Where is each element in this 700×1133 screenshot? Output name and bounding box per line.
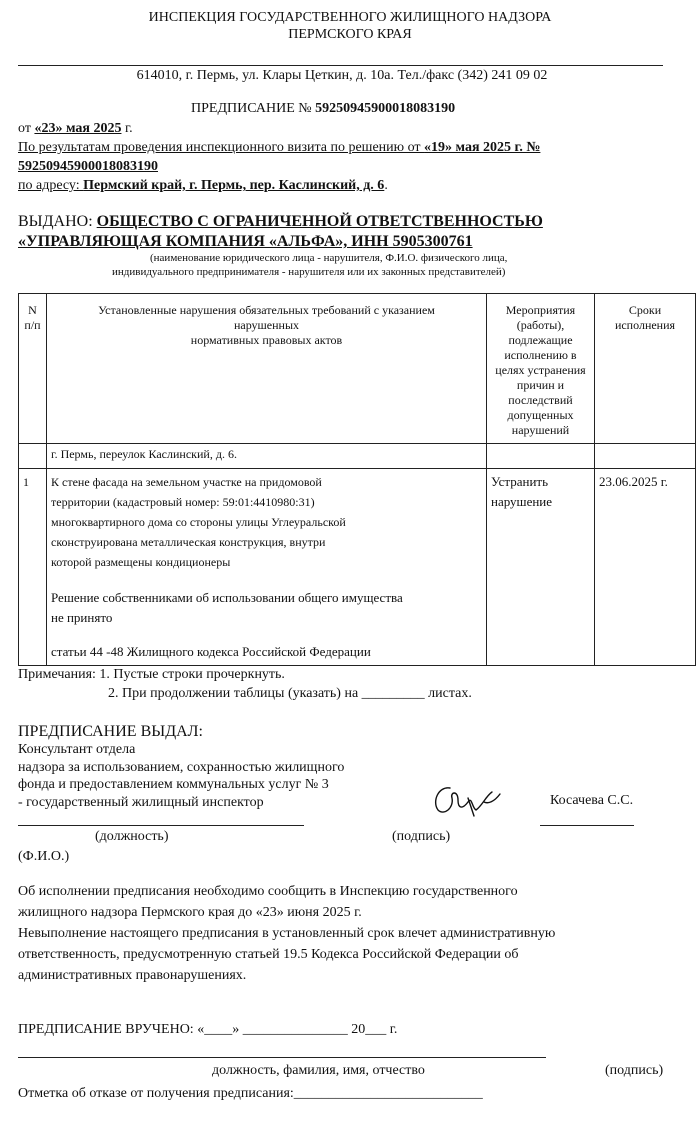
table-header-row [19, 294, 696, 444]
issued-note-line2: индивидуального предпринимателя - нарушителя или их законных представителей) [112, 266, 506, 278]
violations-table [18, 293, 696, 666]
warning-line3: административных правонарушениях. [18, 968, 247, 983]
caption-signature: (подпись) [392, 829, 451, 844]
order-number: 59250945900018083190 [315, 101, 456, 116]
issuer-position-line: фонда и предоставлением коммунальных услуг № 3 [18, 777, 329, 792]
notes-line1: Примечания: 1. Пустые строки прочеркнуть. [18, 667, 285, 682]
address-row-num [19, 444, 47, 469]
order-basis [18, 140, 540, 156]
order-address-label: по адресу: [18, 178, 84, 193]
report-line1: Об исполнении предписания необходимо сообщить в Инспекцию государственного [18, 884, 518, 899]
order-basis-date: «19» мая 2025 г. № [424, 140, 541, 155]
name-line [540, 825, 634, 826]
table-row [19, 469, 696, 666]
report-line2: жилищного надзора Пермского края до «23» июня 2025 г. [18, 905, 362, 920]
address-row-text: г. Пермь, переулок Каслинский, д. 6. [47, 444, 487, 469]
warning-line1: Невыполнение настоящего предписания в установленный срок влечет административную [18, 926, 556, 941]
header-divider [18, 65, 663, 66]
header-num: N п/п [19, 294, 47, 444]
decision-line: не принято [51, 610, 113, 625]
header-violation: Установленные нарушения обязательных требований с указанием нарушенных нормативных правовых актов [47, 294, 487, 444]
issuer-position-line: Консультант отдела [18, 742, 136, 757]
order-title [191, 101, 455, 117]
org-name-line1: ИНСПЕКЦИЯ ГОСУДАРСТВЕННОГО ЖИЛИЩНОГО НАДЗОРА [148, 10, 552, 25]
address-row-deadline [595, 444, 696, 469]
order-date-suffix: г. [121, 121, 133, 136]
row-num: 1 [19, 469, 47, 666]
signature-icon [428, 780, 508, 824]
order-title-prefix: ПРЕДПИСАНИЕ № [191, 101, 316, 116]
notes-line2: 2. При продолжении таблицы (указать) на _________ листах. [108, 686, 472, 701]
order-date [18, 121, 133, 137]
violation-line: К стене фасада на земельном участке на придомовой [51, 475, 322, 489]
caption-fio: (Ф.И.О.) [18, 849, 70, 864]
warning-line2: ответственность, предусмотренную статьей 19.5 Кодекса Российской Федерации об [18, 947, 519, 962]
issued-to [18, 213, 543, 231]
issued-label: ВЫДАНО: [18, 213, 97, 230]
org-name-line2: ПЕРМСКОГО КРАЯ [288, 27, 412, 42]
address-row-measures [487, 444, 595, 469]
caption-delivered-signature: (подпись) [605, 1063, 664, 1078]
caption-person: должность, фамилия, имя, отчество [212, 1063, 425, 1078]
violation-line: многоквартирного дома со стороны улицы Углеуральской [51, 515, 346, 529]
issuer-heading: ПРЕДПИСАНИЕ ВЫДАЛ: [18, 723, 203, 740]
order-address-value: Пермский край, г. Пермь, пер. Каслинский, д. 6 [83, 178, 385, 193]
order-date-value: «23» мая 2025 [34, 121, 122, 136]
law-reference: статьи 44 -48 Жилищного кодекса Российской Федерации [51, 644, 371, 659]
order-basis-number: 59250945900018083190 [18, 159, 158, 174]
issuer-position-line: - государственный жилищный инспектор [18, 795, 264, 810]
order-date-prefix: от [18, 121, 35, 136]
header-measures: Мероприятия (работы), подлежащие исполнению в целях устранения причин и последствий допущенных нарушений [487, 294, 595, 444]
header-deadline: Сроки исполнения [595, 294, 696, 444]
org-address: 614010, г. Пермь, ул. Клары Цеткин, д. 10а. Тел./факс (342) 241 09 02 [136, 68, 548, 83]
caption-position: (должность) [95, 829, 169, 844]
issued-note-line1: (наименование юридического лица - нарушителя, Ф.И.О. физического лица, [150, 252, 508, 264]
order-basis-text: По результатам проведения инспекционного визита по решению от [18, 140, 425, 155]
position-line [18, 825, 304, 826]
row-deadline: 23.06.2025 г. [595, 469, 696, 666]
order-address [18, 178, 388, 194]
refusal-line: Отметка об отказе от получения предписания:___________________________ [18, 1086, 483, 1101]
table-address-row [19, 444, 696, 469]
order-address-end: . [384, 178, 388, 193]
delivered-signature-line [18, 1057, 546, 1058]
decision-line: Решение собственниками об использовании общего имущества [51, 590, 403, 605]
violation-line: сконструирована металлическая конструкция, внутри [51, 535, 326, 549]
delivered-line: ПРЕДПИСАНИЕ ВРУЧЕНО: «____» _______________ 20___ г. [18, 1022, 398, 1037]
row-violation [47, 469, 487, 666]
issuer-position-line: надзора за использованием, сохранностью жилищного [18, 760, 345, 775]
violation-line: территории (кадастровый номер: 59:01:4410980:31) [51, 495, 315, 509]
violation-line: которой размещены кондиционеры [51, 555, 231, 569]
issuer-name: Косачева С.С. [550, 793, 634, 808]
issued-org-line1: ОБЩЕСТВО С ОГРАНИЧЕННОЙ ОТВЕТСТВЕННОСТЬЮ [96, 213, 543, 230]
row-measures: Устранить нарушение [487, 469, 595, 666]
issued-org-line2: «УПРАВЛЯЮЩАЯ КОМПАНИЯ «АЛЬФА», ИНН 5905300761 [18, 233, 473, 250]
